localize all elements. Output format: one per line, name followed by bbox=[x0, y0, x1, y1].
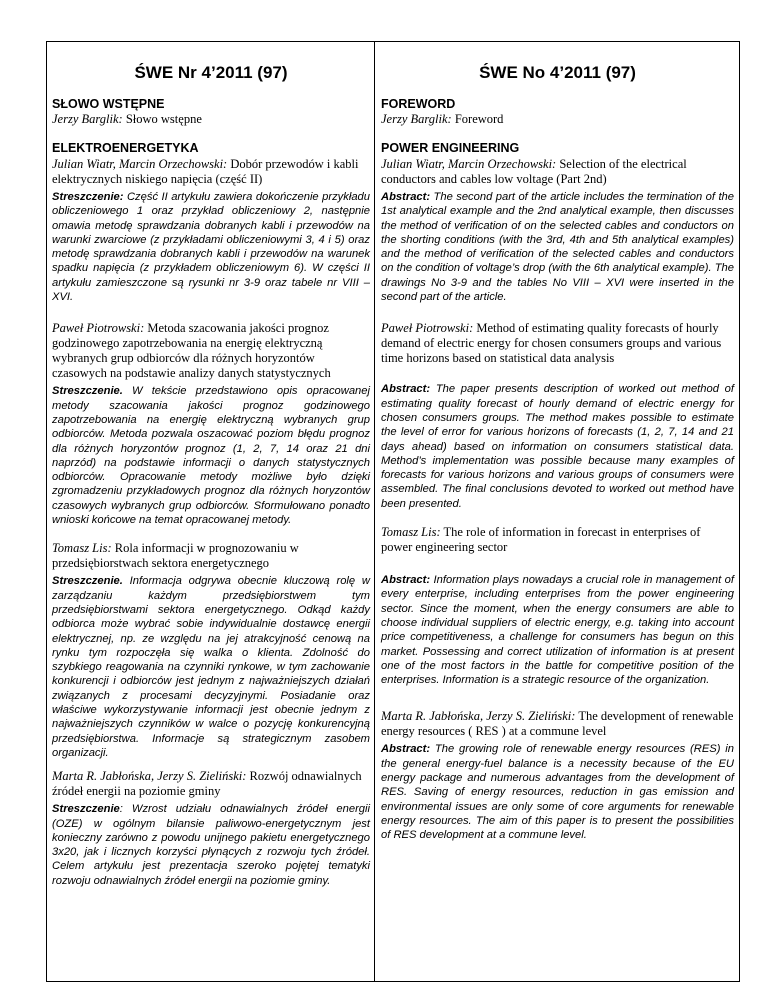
article-title: Metoda szacowania jakości prognoz godzinowego zapotrzebowania na energię elektryczną wybranych grup odbiorców dla różnych horyzontów czasowych na podstawie analizy danych statystycznych bbox=[52, 321, 331, 381]
issue-header-pl: ŚWE Nr 4’2011 (97) bbox=[134, 63, 288, 82]
abstract bbox=[52, 802, 370, 888]
article-title: Method of estimating quality forecasts of hourly demand of electric energy for chosen consumers groups and various time horizons based on statistical data analysis bbox=[381, 321, 722, 366]
author: Marta R. Jabłońska, Jerzy S. Zieliński: bbox=[52, 769, 247, 784]
author: Tomasz Lis: bbox=[381, 525, 441, 540]
abstract bbox=[381, 573, 734, 687]
abstract-label: Abstract: bbox=[381, 574, 431, 587]
article-entry bbox=[52, 541, 370, 571]
abstract bbox=[52, 574, 370, 760]
abstract bbox=[52, 384, 370, 527]
abstract-text: The growing role of renewable energy resources (RES) in the general energy-fuel balance is a necessity because of the EU energy package and numerous advantages from the development of RES. Saving of energy resources, reduction in gas emission and environmental issues are only some of core arguments for renewable energy resources. The aim of this paper is to present the possibilities of RES development at a commune level. bbox=[381, 743, 734, 842]
article-title: Selection of the electrical conductors and cables low voltage (Part 2nd) bbox=[381, 157, 687, 186]
abstract bbox=[381, 742, 734, 842]
author: Jerzy Barglik: bbox=[52, 112, 123, 126]
abstract-text: Information plays nowadays a crucial role in management of every enterprise, including enterprises from the power engineering sector. Since the moment, when the energy consumers are able to choose individual suppliers of electric energy, e.g. taking into account price competitiveness, a challenge for consumers has begun on this market. Possessing and correct utilization of information is at present one of the most factors in the battle for competitive position of the enterprises. Information is a strategic resource of the organization. bbox=[381, 574, 734, 687]
article-entry bbox=[52, 157, 370, 187]
abstract bbox=[52, 190, 370, 304]
abstract-label: Streszczenie. bbox=[52, 385, 123, 398]
article-entry bbox=[52, 112, 370, 127]
article-title: The development of renewable energy resources ( RES ) at a commune level bbox=[381, 709, 734, 739]
abstract-label: Streszczenie: bbox=[52, 191, 124, 203]
article-entry bbox=[381, 709, 734, 739]
author: Jerzy Barglik: bbox=[381, 112, 452, 126]
author: Marta R. Jabłońska, Jerzy S. Zieliński: bbox=[381, 709, 576, 724]
abstract-text: W tekście przedstawiono opis opracowanej metody szacowania jakości prognoz godzinowego zapotrzebowania na energię elektryczną wybranych grup odbiorców. Metoda pozwala oszacować poziom błędu prognoz dla różnych horyzontów prognoz (1, 2, 7, 14 oraz 21 dni naprzód) na podstawie informacji o danych statystycznych odbiorców. Opracowanie metody możliwe było dzięki zgromadzeniu przykładowych prognoz dla różnych horyzontów czasowych wybranych grup odbiorców. Sformułowano ponadto wnioski końcowe na temat opracowanej metody. bbox=[52, 385, 370, 527]
article-title: Rozwój odnawialnych źródeł energii na poziomie gminy bbox=[52, 769, 362, 799]
article-title: The role of information in forecast in enterprises of power engineering sector bbox=[381, 525, 701, 555]
article-entry bbox=[381, 112, 734, 127]
abstract-text: Informacja odgrywa obecnie kluczową rolę w zarządzaniu każdym przedsiębiorstwem tym przedsiębiorstwami sektora energetycznego. Odkąd każdy odbiorca może wybrać sobie indywidualnie dostawcę energii elektrycznej, np. ze względu na jej atrakcyjność cenową na rynku tym rozpoczęła się walka o klienta. Zdolność do szybkiego reagowania na czynniki rynkowe, w tym zachowanie konkurencji i odbiorców jest jednym z najważniejszych działań związanych z procesami decyzyjnymi. Posiadanie oraz właściwe wykorzystywanie informacji jest obecnie jednym z najważniejszych czynników w walce o pozycję konkurencyjną przedsiębiorstwa. Informacje są strategicznym zasobem organizacji. bbox=[52, 575, 370, 759]
abstract bbox=[381, 382, 734, 511]
article-title: Dobór przewodów i kabli elektrycznych niskiego napięcia (część II) bbox=[52, 157, 359, 186]
abstract-label: Streszczenie bbox=[52, 803, 120, 816]
article-entry bbox=[52, 769, 370, 799]
author: Paweł Piotrowski: bbox=[52, 321, 145, 336]
article-entry bbox=[381, 525, 734, 555]
abstract-label: Abstract: bbox=[381, 383, 431, 396]
author: Julian Wiatr, Marcin Orzechowski: bbox=[52, 157, 228, 171]
section-heading: ELEKTROENERGETYKA bbox=[52, 141, 199, 155]
author: Julian Wiatr, Marcin Orzechowski: bbox=[381, 157, 557, 171]
article-title: Foreword bbox=[451, 112, 504, 126]
article-entry bbox=[381, 321, 734, 366]
abstract-label: Abstract: bbox=[381, 743, 431, 756]
article-entry bbox=[52, 321, 370, 381]
article-entry bbox=[381, 157, 734, 187]
article-title: Rola informacji w prognozowaniu w przedsiębiorstwach sektora energetycznego bbox=[52, 541, 299, 571]
issue-header-en: ŚWE No 4’2011 (97) bbox=[479, 63, 636, 82]
abstract-text: : Wzrost udziału odnawialnych źródeł energii (OZE) w ogólnym bilansie paliwowo-energetycznym jest konieczny zarówno z powodu unijnego pakietu energetycznego 3x20, jak i licznych korzyści płynących z rozwoju tych źródeł. Celem artykułu jest prezentacja szeroko pojętej tematyki rozwoju odnawialnych źródeł energii na poziomie gminy. bbox=[52, 803, 370, 887]
section-heading: FOREWORD bbox=[381, 97, 456, 111]
author: Paweł Piotrowski: bbox=[381, 321, 474, 336]
abstract-label: Abstract: bbox=[381, 191, 431, 203]
section-heading: SŁOWO WSTĘPNE bbox=[52, 97, 165, 111]
left-column bbox=[46, 41, 375, 982]
article-title: Słowo wstępne bbox=[122, 112, 202, 126]
author: Tomasz Lis: bbox=[52, 541, 112, 556]
right-column bbox=[375, 41, 740, 982]
abstract-text: Część II artykułu zawiera dokończenie przykładu obliczeniowego 1 oraz przykład obliczeniowy 2, następnie omawia metodę sprawdzania dobranych kabli i przewodów na warunki zwarciowe (z przykładami obliczeniowymi 3, 4 i 5) oraz metodę sprawdzania dobranych kabli i przewodów na warunek spadku napięcia (z przykładem obliczeniowym 6). W części II artykułu zamieszczone są rysunki nr 3-9 oraz tabele nr VIII – XVI. bbox=[52, 191, 370, 304]
section-heading: POWER ENGINEERING bbox=[381, 141, 520, 155]
abstract-text: The second part of the article includes the termination of the 1st analytical example and the 2nd analytical example, then discusses the method of verification of on the selected cables and conductors on the shorting conditions (with the 3rd, 4th and 5th analytical examples) and the method of verification of the selected cables and conductors on the condition of voltage’s drop (with the 6th analytical example). The drawings No 3-9 and the tables No VIII – XVI were inserted in the second part of the article. bbox=[381, 191, 734, 304]
abstract bbox=[381, 190, 734, 304]
abstract-text: The paper presents description of worked out method of estimating quality forecast of hourly demand of electric energy for chosen consumers groups. The method makes possible to estimate the level of error for various horizons of forecasts (1, 2, 7, 14 and 21 days ahead) based on information on consumers statistical data. Method’s implementation was possible because many examples of forecasts for various horizons and various groups of consumers were assembled. The final conclusions devoted to worked out method have been presented. bbox=[381, 383, 734, 510]
abstract-label: Streszczenie. bbox=[52, 575, 123, 588]
